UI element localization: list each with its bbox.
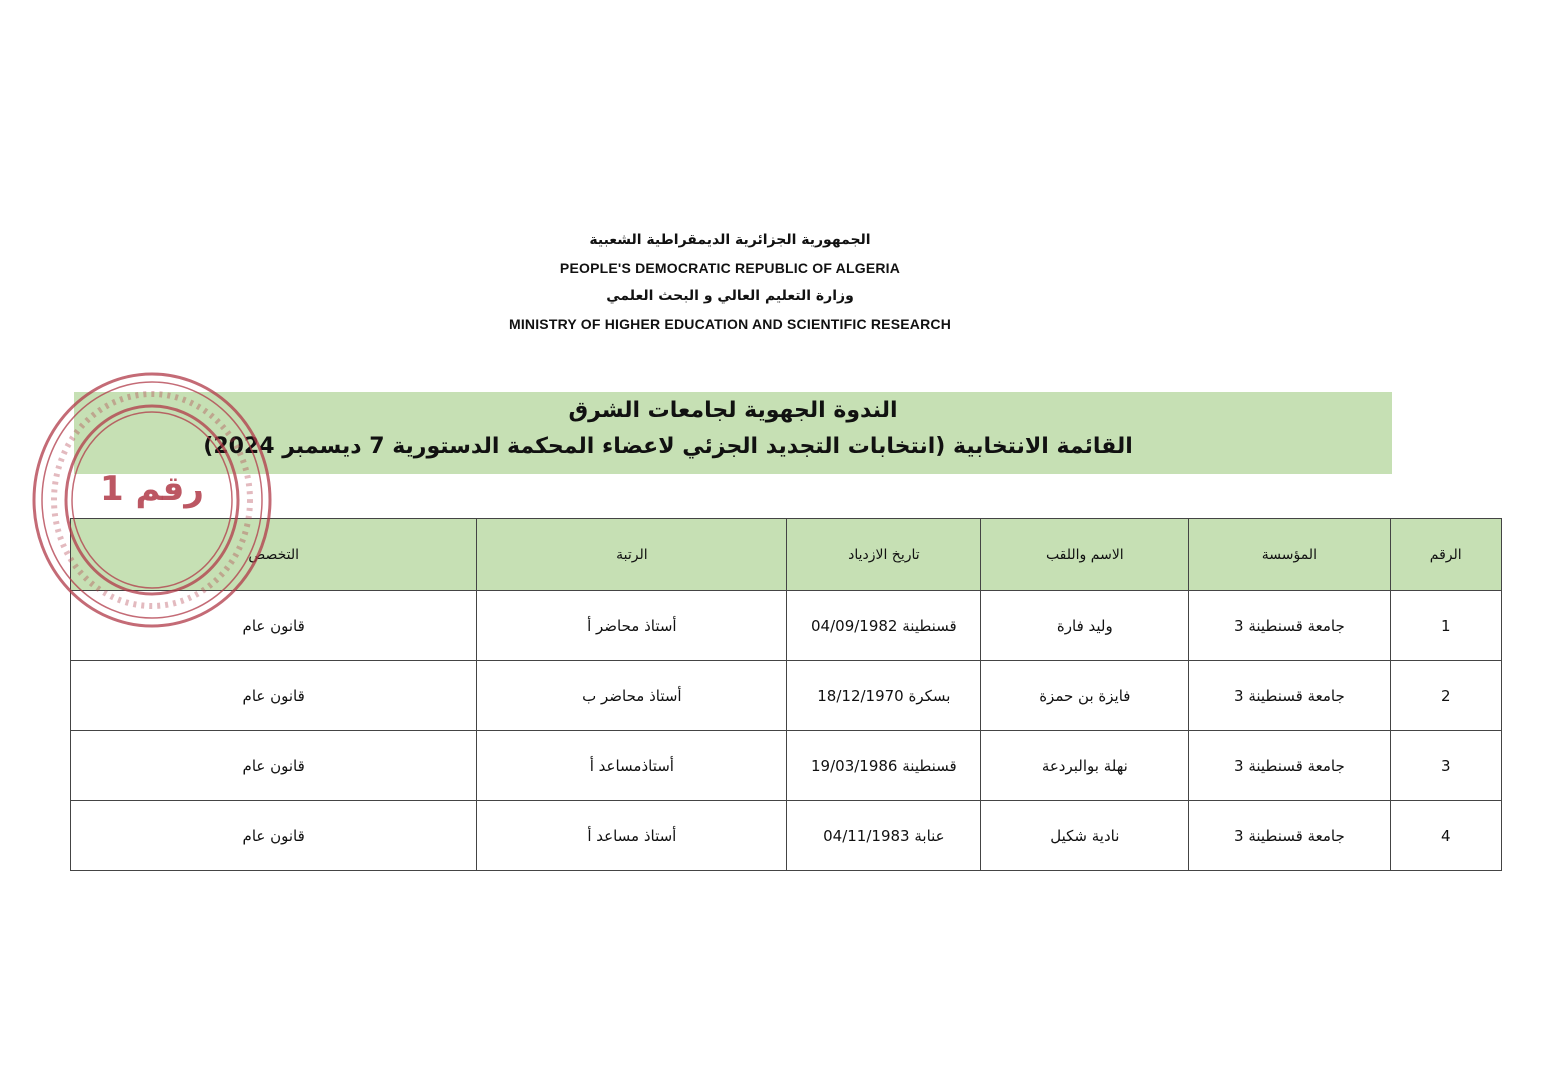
header-row bbox=[71, 519, 1502, 591]
cell-institution: جامعة قسنطينة 3 bbox=[1189, 591, 1390, 661]
republic-name-arabic: الجمهورية الجزائرية الديمقراطية الشعبية bbox=[589, 232, 871, 248]
cell-rank: أستاذمساعد أ bbox=[477, 731, 787, 801]
cell-name: فايزة بن حمزة bbox=[981, 661, 1189, 731]
stamp-number-label: رقم 1 bbox=[99, 469, 205, 509]
cell-number: 2 bbox=[1390, 661, 1502, 731]
candidates-table bbox=[70, 518, 1502, 871]
cell-rank: أستاذ مساعد أ bbox=[477, 801, 787, 871]
cell-specialty: قانون عام bbox=[71, 801, 477, 871]
letterhead bbox=[400, 226, 1060, 338]
conference-title: الندوة الجهوية لجامعات الشرق bbox=[568, 398, 898, 423]
table-header bbox=[71, 519, 1502, 591]
cell-number: 3 bbox=[1390, 731, 1502, 801]
cell-institution: جامعة قسنطينة 3 bbox=[1189, 801, 1390, 871]
cell-specialty: قانون عام bbox=[71, 731, 477, 801]
header-rank: الرتبة bbox=[477, 519, 787, 591]
cell-name: نادية شكيل bbox=[981, 801, 1189, 871]
title-banner bbox=[74, 392, 1392, 474]
header-number: الرقم bbox=[1390, 519, 1502, 591]
cell-name: وليد فارة bbox=[981, 591, 1189, 661]
ministry-name-arabic: وزارة التعليم العالي و البحث العلمي bbox=[606, 288, 854, 304]
cell-institution: جامعة قسنطينة 3 bbox=[1189, 731, 1390, 801]
table-row bbox=[71, 591, 1502, 661]
cell-birth: قسنطينة 19/03/1986 bbox=[787, 731, 981, 801]
cell-number: 1 bbox=[1390, 591, 1502, 661]
table-row bbox=[71, 661, 1502, 731]
cell-birth: بسكرة 18/12/1970 bbox=[787, 661, 981, 731]
republic-name-english: PEOPLE'S DEMOCRATIC REPUBLIC OF ALGERIA bbox=[559, 260, 901, 276]
table-row bbox=[71, 731, 1502, 801]
header-name: الاسم واللقب bbox=[981, 519, 1189, 591]
cell-specialty: قانون عام bbox=[71, 591, 477, 661]
cell-name: نهلة بوالبردعة bbox=[981, 731, 1189, 801]
electoral-list-title: القائمة الانتخابية (انتخابات التجديد الجزئي لاعضاء المحكمة الدستورية 7 ديسمبر 2024) bbox=[203, 434, 1133, 459]
cell-rank: أستاذ محاضر ب bbox=[477, 661, 787, 731]
cell-number: 4 bbox=[1390, 801, 1502, 871]
header-institution: المؤسسة bbox=[1189, 519, 1390, 591]
cell-rank: أستاذ محاضر أ bbox=[477, 591, 787, 661]
cell-birth: قسنطينة 04/09/1982 bbox=[787, 591, 981, 661]
header-specialty: التخصص bbox=[71, 519, 477, 591]
ministry-name-english: MINISTRY OF HIGHER EDUCATION AND SCIENTIFIC RESEARCH bbox=[508, 316, 952, 332]
cell-specialty: قانون عام bbox=[71, 661, 477, 731]
cell-birth: عنابة 04/11/1983 bbox=[787, 801, 981, 871]
cell-institution: جامعة قسنطينة 3 bbox=[1189, 661, 1390, 731]
table-row bbox=[71, 801, 1502, 871]
header-birth: تاريخ الازدياد bbox=[787, 519, 981, 591]
table-body bbox=[71, 591, 1502, 871]
